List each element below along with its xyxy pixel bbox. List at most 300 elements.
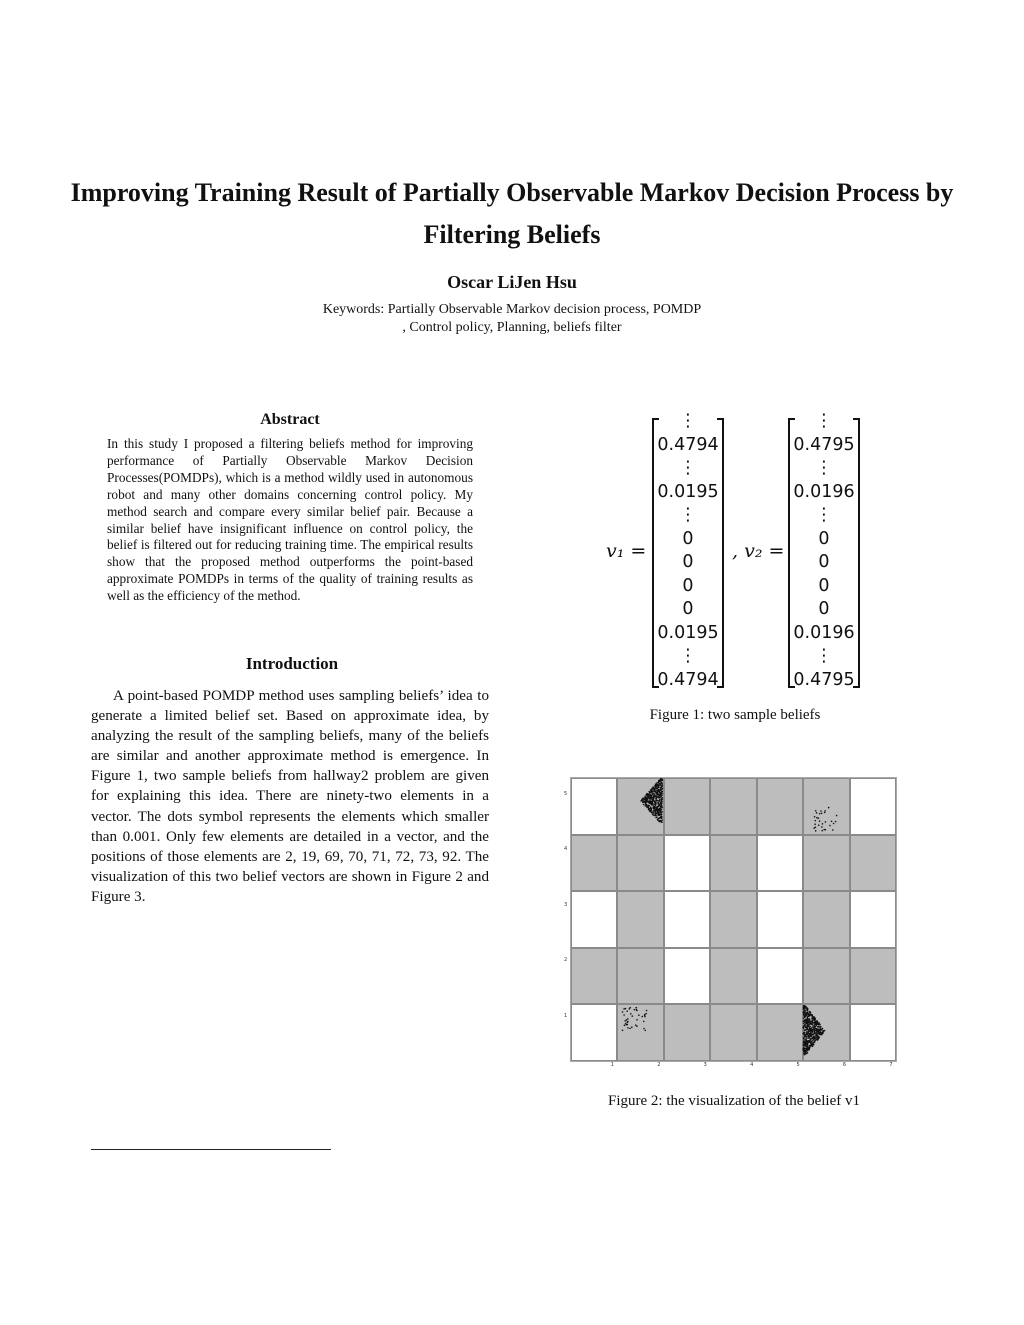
belief-dot bbox=[645, 1013, 647, 1015]
belief-dot bbox=[656, 791, 658, 793]
figure-1-caption: Figure 1: two sample beliefs bbox=[649, 707, 821, 723]
belief-dot bbox=[813, 1044, 815, 1046]
v2-matrix bbox=[788, 411, 860, 690]
belief-dot bbox=[644, 1030, 646, 1032]
belief-dot bbox=[807, 1024, 809, 1026]
belief-dot bbox=[661, 801, 663, 803]
belief-dot bbox=[642, 802, 644, 804]
belief-dot bbox=[822, 1028, 824, 1030]
v2-entry: ⋮ bbox=[815, 458, 833, 478]
belief-dot bbox=[816, 1039, 818, 1041]
v1-entry: ⋮ bbox=[679, 505, 697, 525]
v1-entry: ⋮ bbox=[679, 646, 697, 666]
belief-dot bbox=[651, 812, 653, 814]
v1-entry: 0.0195 bbox=[657, 622, 719, 643]
belief-dot bbox=[657, 806, 659, 808]
belief-dot bbox=[821, 813, 823, 815]
introduction-text: A point-based POMDP method uses sampling beliefs’ idea to generate a limited belief set. Based on approximate idea, by analyzing the result of the sampling beliefs, many of the beliefs are similar and another approximate method is emergence. In Figure 1, two sample beliefs from hallway2 problem are given for explaining this idea. There are ninety-two elements in a vector. The dots symbol represents the elements which smaller than 0.001. Only few elements are detailed in a vector, and the positions of those elements are 2, 19, 69, 70, 71, 72, 73, 92. The visualization of this two belief vectors are shown in Figure 2 and Figure 3. bbox=[91, 688, 489, 905]
belief-dot bbox=[638, 1014, 640, 1016]
belief-dot bbox=[629, 1008, 631, 1010]
v2-entry: 0.4795 bbox=[793, 434, 855, 455]
v1-entry: ⋮ bbox=[679, 411, 697, 431]
belief-dot bbox=[815, 1021, 817, 1023]
belief-dot bbox=[816, 812, 818, 814]
y-tick-label: 1 bbox=[564, 1012, 568, 1019]
belief-dot bbox=[804, 1019, 806, 1021]
v1-matrix bbox=[652, 411, 724, 690]
belief-dot bbox=[803, 1040, 805, 1042]
belief-dot bbox=[807, 1013, 809, 1015]
belief-dot bbox=[822, 1032, 824, 1034]
belief-dot bbox=[654, 789, 656, 791]
belief-dot bbox=[646, 1010, 648, 1012]
belief-dot bbox=[653, 809, 655, 811]
belief-dot bbox=[803, 1022, 805, 1024]
belief-dot bbox=[804, 1024, 806, 1026]
belief-dot bbox=[825, 829, 827, 831]
belief-dot bbox=[811, 1043, 813, 1045]
belief-dot bbox=[806, 1028, 808, 1030]
belief-dot bbox=[629, 1028, 631, 1030]
belief-dot bbox=[645, 804, 647, 806]
belief-dot bbox=[660, 780, 662, 782]
belief-dot bbox=[811, 1044, 813, 1046]
belief-dot bbox=[813, 1039, 815, 1041]
belief-dot bbox=[824, 812, 826, 814]
belief-dot bbox=[660, 796, 662, 798]
belief-dot bbox=[643, 1021, 645, 1023]
belief-dot bbox=[647, 799, 649, 801]
belief-dot bbox=[832, 829, 834, 831]
belief-dot bbox=[662, 788, 664, 790]
belief-dot bbox=[804, 1052, 806, 1054]
belief-dot bbox=[652, 814, 654, 816]
author-name: Oscar LiJen Hsu bbox=[447, 272, 577, 292]
v2-entry: ⋮ bbox=[815, 411, 833, 431]
belief-dot bbox=[661, 783, 663, 785]
belief-dot bbox=[641, 1016, 643, 1018]
belief-dot bbox=[623, 1008, 625, 1010]
belief-dot bbox=[807, 1017, 809, 1019]
belief-dot bbox=[818, 1022, 820, 1024]
belief-dot bbox=[653, 788, 655, 790]
belief-dot bbox=[805, 1045, 807, 1047]
belief-dot bbox=[655, 796, 657, 798]
belief-dot bbox=[806, 1009, 808, 1011]
belief-dot bbox=[657, 800, 659, 802]
belief-dot bbox=[655, 798, 657, 800]
belief-dot bbox=[814, 1027, 816, 1029]
belief-dot bbox=[811, 1027, 813, 1029]
belief-dot bbox=[811, 1035, 813, 1037]
belief-dot bbox=[623, 1014, 625, 1016]
abstract-heading: Abstract bbox=[260, 411, 320, 428]
belief-dot bbox=[803, 1005, 805, 1007]
v1-entry: 0 bbox=[682, 552, 694, 572]
belief-dot bbox=[624, 1025, 626, 1027]
belief-dot bbox=[812, 1029, 814, 1031]
belief-dot bbox=[812, 1033, 814, 1035]
belief-dot bbox=[658, 782, 660, 784]
belief-dot bbox=[657, 807, 659, 809]
abstract-text: In this study I proposed a filtering beliefs method for improving performance of Partially Observable Markov Decision Processes(POMDPs), which is a method wildly used in autonomous robot and many other domains concerning control policy. My method search and compare every similar belief pair. Because a similar belief have insignificant influence on control policy, the belief is filtered out for reducing training time. The empirical results show that the proposed method outperforms the point-based approximate POMDPs in terms of the quality of training results as well as the efficiency of the method. bbox=[107, 436, 473, 604]
v2-entry: 0 bbox=[818, 528, 830, 549]
belief-dot bbox=[660, 802, 662, 804]
belief-dot bbox=[658, 818, 660, 820]
x-tick-label: 6 bbox=[842, 1062, 847, 1068]
belief-dot bbox=[662, 791, 664, 793]
belief-dot bbox=[658, 780, 660, 782]
belief-dot bbox=[821, 830, 823, 832]
belief-dot bbox=[654, 793, 656, 795]
belief-dot bbox=[643, 1028, 645, 1030]
belief-dot bbox=[813, 827, 815, 829]
belief-dot bbox=[806, 1050, 808, 1052]
belief-dot bbox=[807, 1043, 809, 1045]
belief-dot bbox=[655, 817, 657, 819]
belief-dot bbox=[651, 803, 653, 805]
belief-dot bbox=[655, 787, 657, 789]
belief-dot bbox=[626, 1010, 628, 1012]
belief-dot bbox=[805, 1047, 807, 1049]
belief-dot bbox=[814, 1040, 816, 1042]
v1-entry: 0 bbox=[682, 575, 694, 596]
belief-dot bbox=[806, 1036, 808, 1038]
v1-entry: 0 bbox=[682, 528, 694, 549]
belief-dot bbox=[821, 826, 823, 828]
belief-dot bbox=[650, 802, 652, 804]
belief-dot bbox=[835, 821, 837, 823]
belief-dot bbox=[657, 815, 659, 817]
belief-dot bbox=[654, 813, 656, 815]
belief-dot bbox=[819, 820, 821, 822]
v1-entry: 0.0195 bbox=[657, 481, 719, 502]
belief-dot bbox=[649, 800, 651, 802]
belief-dot bbox=[650, 806, 652, 808]
belief-dot bbox=[806, 1027, 808, 1029]
belief-dot bbox=[803, 1015, 805, 1017]
belief-dot bbox=[809, 1040, 811, 1042]
x-tick-label: 7 bbox=[889, 1062, 893, 1068]
belief-dot bbox=[809, 1046, 811, 1048]
belief-dot bbox=[658, 791, 660, 793]
belief-dot bbox=[812, 1045, 814, 1047]
belief-dot bbox=[657, 792, 659, 794]
belief-dot bbox=[820, 1032, 822, 1034]
belief-dot bbox=[809, 1036, 811, 1038]
belief-dot bbox=[635, 1007, 637, 1009]
belief-dot bbox=[654, 801, 656, 803]
belief-dot bbox=[660, 820, 662, 822]
belief-dot bbox=[809, 1027, 811, 1029]
belief-dot bbox=[657, 787, 659, 789]
belief-dot bbox=[803, 1008, 805, 1010]
belief-dot bbox=[814, 816, 816, 818]
belief-dot bbox=[636, 1019, 638, 1021]
belief-dot bbox=[819, 1033, 821, 1035]
belief-dot bbox=[813, 1022, 815, 1024]
belief-dot bbox=[660, 787, 662, 789]
belief-dot bbox=[807, 1037, 809, 1039]
belief-dot bbox=[627, 1024, 629, 1026]
belief-dot bbox=[815, 830, 817, 832]
belief-dot bbox=[627, 1021, 629, 1023]
belief-dot bbox=[659, 784, 661, 786]
belief-dot bbox=[816, 817, 818, 819]
belief-dot bbox=[641, 800, 643, 802]
figure-2-belief-dots bbox=[570, 777, 895, 1060]
belief-dot bbox=[822, 823, 824, 825]
belief-dot bbox=[809, 1029, 811, 1031]
v2-entry: 0.0196 bbox=[793, 481, 855, 502]
belief-dot bbox=[636, 1025, 638, 1027]
belief-dot bbox=[660, 806, 662, 808]
belief-dot bbox=[643, 804, 645, 806]
belief-dot bbox=[652, 799, 654, 801]
x-tick-label: 4 bbox=[750, 1062, 754, 1068]
belief-dot bbox=[804, 1009, 806, 1011]
belief-dot bbox=[803, 1047, 805, 1049]
v2-entry: 0 bbox=[818, 575, 830, 596]
belief-dot bbox=[627, 1018, 629, 1020]
belief-dot bbox=[650, 791, 652, 793]
belief-dot bbox=[814, 1042, 816, 1044]
belief-dot bbox=[652, 812, 654, 814]
belief-dot bbox=[815, 810, 817, 812]
belief-dot bbox=[814, 820, 816, 822]
belief-dot bbox=[821, 1033, 823, 1035]
belief-dot bbox=[655, 804, 657, 806]
belief-dot bbox=[644, 800, 646, 802]
belief-dot bbox=[661, 815, 663, 817]
belief-dot bbox=[659, 799, 661, 801]
belief-dot bbox=[649, 810, 651, 812]
belief-dot bbox=[825, 821, 827, 823]
y-tick-label: 3 bbox=[564, 901, 568, 908]
belief-dot bbox=[659, 813, 661, 815]
belief-dot bbox=[819, 1026, 821, 1028]
introduction-heading: Introduction bbox=[245, 654, 339, 673]
belief-dot bbox=[806, 1053, 808, 1055]
belief-dot bbox=[808, 1049, 810, 1051]
belief-dot bbox=[657, 812, 659, 814]
belief-dot bbox=[807, 1041, 809, 1043]
belief-dot bbox=[817, 1035, 819, 1037]
x-tick-label: 3 bbox=[703, 1062, 707, 1068]
belief-dot bbox=[808, 1034, 810, 1036]
belief-dot bbox=[661, 804, 663, 806]
v2-entry: 0.4795 bbox=[793, 669, 855, 690]
v2-label: , 𝑣₂ = bbox=[732, 540, 785, 562]
belief-dot bbox=[658, 809, 660, 811]
belief-dot bbox=[817, 1026, 819, 1028]
y-tick-label: 2 bbox=[564, 957, 568, 964]
belief-dot bbox=[648, 808, 650, 810]
belief-dot bbox=[803, 1007, 805, 1009]
paper-title: Improving Training Result of Partially Observable Markov Decision Process by Filtering Beliefs bbox=[70, 178, 954, 249]
belief-dot bbox=[655, 810, 657, 812]
belief-dot bbox=[818, 817, 820, 819]
belief-dot bbox=[657, 811, 659, 813]
belief-dot bbox=[655, 814, 657, 816]
belief-dot bbox=[818, 824, 820, 826]
belief-dot bbox=[657, 802, 659, 804]
belief-dot bbox=[806, 1019, 808, 1021]
belief-dot bbox=[810, 1033, 812, 1035]
belief-dot bbox=[814, 1031, 816, 1033]
belief-dot bbox=[829, 825, 831, 827]
belief-dot bbox=[814, 1029, 816, 1031]
belief-dot bbox=[650, 810, 652, 812]
belief-dot bbox=[645, 805, 647, 807]
belief-dot bbox=[658, 794, 660, 796]
belief-dot bbox=[803, 1051, 805, 1053]
belief-dot bbox=[660, 792, 662, 794]
belief-dot bbox=[803, 1012, 805, 1014]
belief-dot bbox=[818, 1036, 820, 1038]
belief-dot bbox=[661, 811, 663, 813]
belief-dot bbox=[651, 808, 653, 810]
belief-dot bbox=[660, 818, 662, 820]
belief-dot bbox=[819, 813, 821, 815]
belief-dot bbox=[818, 1032, 820, 1034]
v2-entry: 0 bbox=[818, 599, 830, 619]
belief-dot bbox=[653, 808, 655, 810]
belief-dot bbox=[651, 788, 653, 790]
belief-dot bbox=[634, 1009, 636, 1011]
belief-dot bbox=[809, 1026, 811, 1028]
belief-dot bbox=[815, 1026, 817, 1028]
belief-dot bbox=[630, 1013, 632, 1015]
belief-dot bbox=[814, 823, 816, 825]
figure-2-caption: Figure 2: the visualization of the belief v1 bbox=[607, 1093, 861, 1109]
belief-dot bbox=[803, 1034, 805, 1036]
belief-dot bbox=[652, 803, 654, 805]
belief-dot bbox=[803, 1018, 805, 1020]
belief-dot bbox=[804, 1042, 806, 1044]
belief-dot bbox=[646, 801, 648, 803]
belief-dot bbox=[646, 797, 648, 799]
belief-dot bbox=[658, 796, 660, 798]
keywords-line-2: , Control policy, Planning, beliefs filter bbox=[402, 320, 622, 335]
belief-dot bbox=[654, 796, 656, 798]
belief-dot bbox=[660, 814, 662, 816]
belief-dot bbox=[661, 779, 663, 781]
belief-dot bbox=[814, 1018, 816, 1020]
belief-dot bbox=[803, 1054, 805, 1056]
belief-dot bbox=[631, 1015, 633, 1017]
v2-entry: 0 bbox=[818, 552, 830, 572]
belief-dot bbox=[806, 1033, 808, 1035]
belief-dot bbox=[649, 792, 651, 794]
v2-entry: ⋮ bbox=[815, 505, 833, 525]
belief-dot bbox=[622, 1011, 624, 1013]
belief-dot bbox=[646, 793, 648, 795]
belief-dot bbox=[648, 805, 650, 807]
belief-dot bbox=[833, 823, 835, 825]
figure-1 bbox=[600, 410, 880, 695]
v1-entry: ⋮ bbox=[679, 458, 697, 478]
x-tick-label: 5 bbox=[796, 1062, 800, 1068]
belief-dot bbox=[806, 1021, 808, 1023]
figure-2 bbox=[560, 772, 908, 1072]
v1-entry: 0 bbox=[682, 599, 694, 619]
v2-entry: 0.0196 bbox=[793, 622, 855, 643]
belief-dot bbox=[813, 1036, 815, 1038]
keywords-line-1: Keywords: Partially Observable Markov decision process, POMDP bbox=[322, 302, 702, 317]
belief-dot bbox=[817, 1029, 819, 1031]
belief-dot bbox=[622, 1030, 624, 1032]
belief-dot bbox=[646, 806, 648, 808]
belief-dot bbox=[812, 1024, 814, 1026]
belief-dot bbox=[656, 784, 658, 786]
belief-dot bbox=[808, 1015, 810, 1017]
belief-dot bbox=[636, 1009, 638, 1011]
belief-dot bbox=[808, 1018, 810, 1020]
belief-dot bbox=[661, 819, 663, 821]
footnote-rule bbox=[91, 1149, 331, 1150]
belief-dot bbox=[644, 1014, 646, 1016]
v1-label: 𝑣₁ = bbox=[606, 540, 647, 562]
v1-entry: 0.4794 bbox=[657, 434, 719, 455]
belief-dot bbox=[648, 802, 650, 804]
belief-dot bbox=[805, 1038, 807, 1040]
belief-dot bbox=[809, 1037, 811, 1039]
belief-dot bbox=[802, 1027, 804, 1029]
belief-dot bbox=[808, 1022, 810, 1024]
belief-dot bbox=[805, 1006, 807, 1008]
belief-dot bbox=[625, 1008, 627, 1010]
belief-dot bbox=[804, 1044, 806, 1046]
belief-dot bbox=[649, 795, 651, 797]
belief-dot bbox=[820, 810, 822, 812]
belief-dot bbox=[806, 1007, 808, 1009]
x-tick-label: 1 bbox=[610, 1062, 614, 1068]
belief-dot bbox=[653, 805, 655, 807]
belief-dot bbox=[808, 1046, 810, 1048]
belief-dot bbox=[650, 798, 652, 800]
belief-dot bbox=[653, 791, 655, 793]
belief-dot bbox=[828, 807, 830, 809]
belief-dot bbox=[809, 1011, 811, 1013]
v1-entry: 0.4794 bbox=[657, 669, 719, 690]
v2-entries bbox=[788, 410, 860, 692]
belief-dot bbox=[803, 1045, 805, 1047]
belief-dot bbox=[819, 1030, 821, 1032]
belief-dot bbox=[659, 803, 661, 805]
belief-dot bbox=[824, 810, 826, 812]
belief-dot bbox=[805, 1016, 807, 1018]
belief-dot bbox=[661, 785, 663, 787]
belief-dot bbox=[648, 794, 650, 796]
belief-dot bbox=[817, 1037, 819, 1039]
belief-dot bbox=[812, 1017, 814, 1019]
belief-dot bbox=[806, 1014, 808, 1016]
belief-dot bbox=[804, 1048, 806, 1050]
belief-dot bbox=[803, 1029, 805, 1031]
belief-dot bbox=[810, 1021, 812, 1023]
belief-dot bbox=[652, 801, 654, 803]
y-tick-label: 5 bbox=[564, 790, 568, 797]
belief-dot bbox=[627, 1027, 629, 1029]
v2-entry: ⋮ bbox=[815, 646, 833, 666]
belief-dot bbox=[631, 1026, 633, 1028]
belief-dot bbox=[803, 1038, 805, 1040]
belief-dot bbox=[805, 1021, 807, 1023]
v1-entries bbox=[652, 410, 724, 692]
keywords bbox=[0, 301, 1024, 337]
belief-dot bbox=[653, 797, 655, 799]
